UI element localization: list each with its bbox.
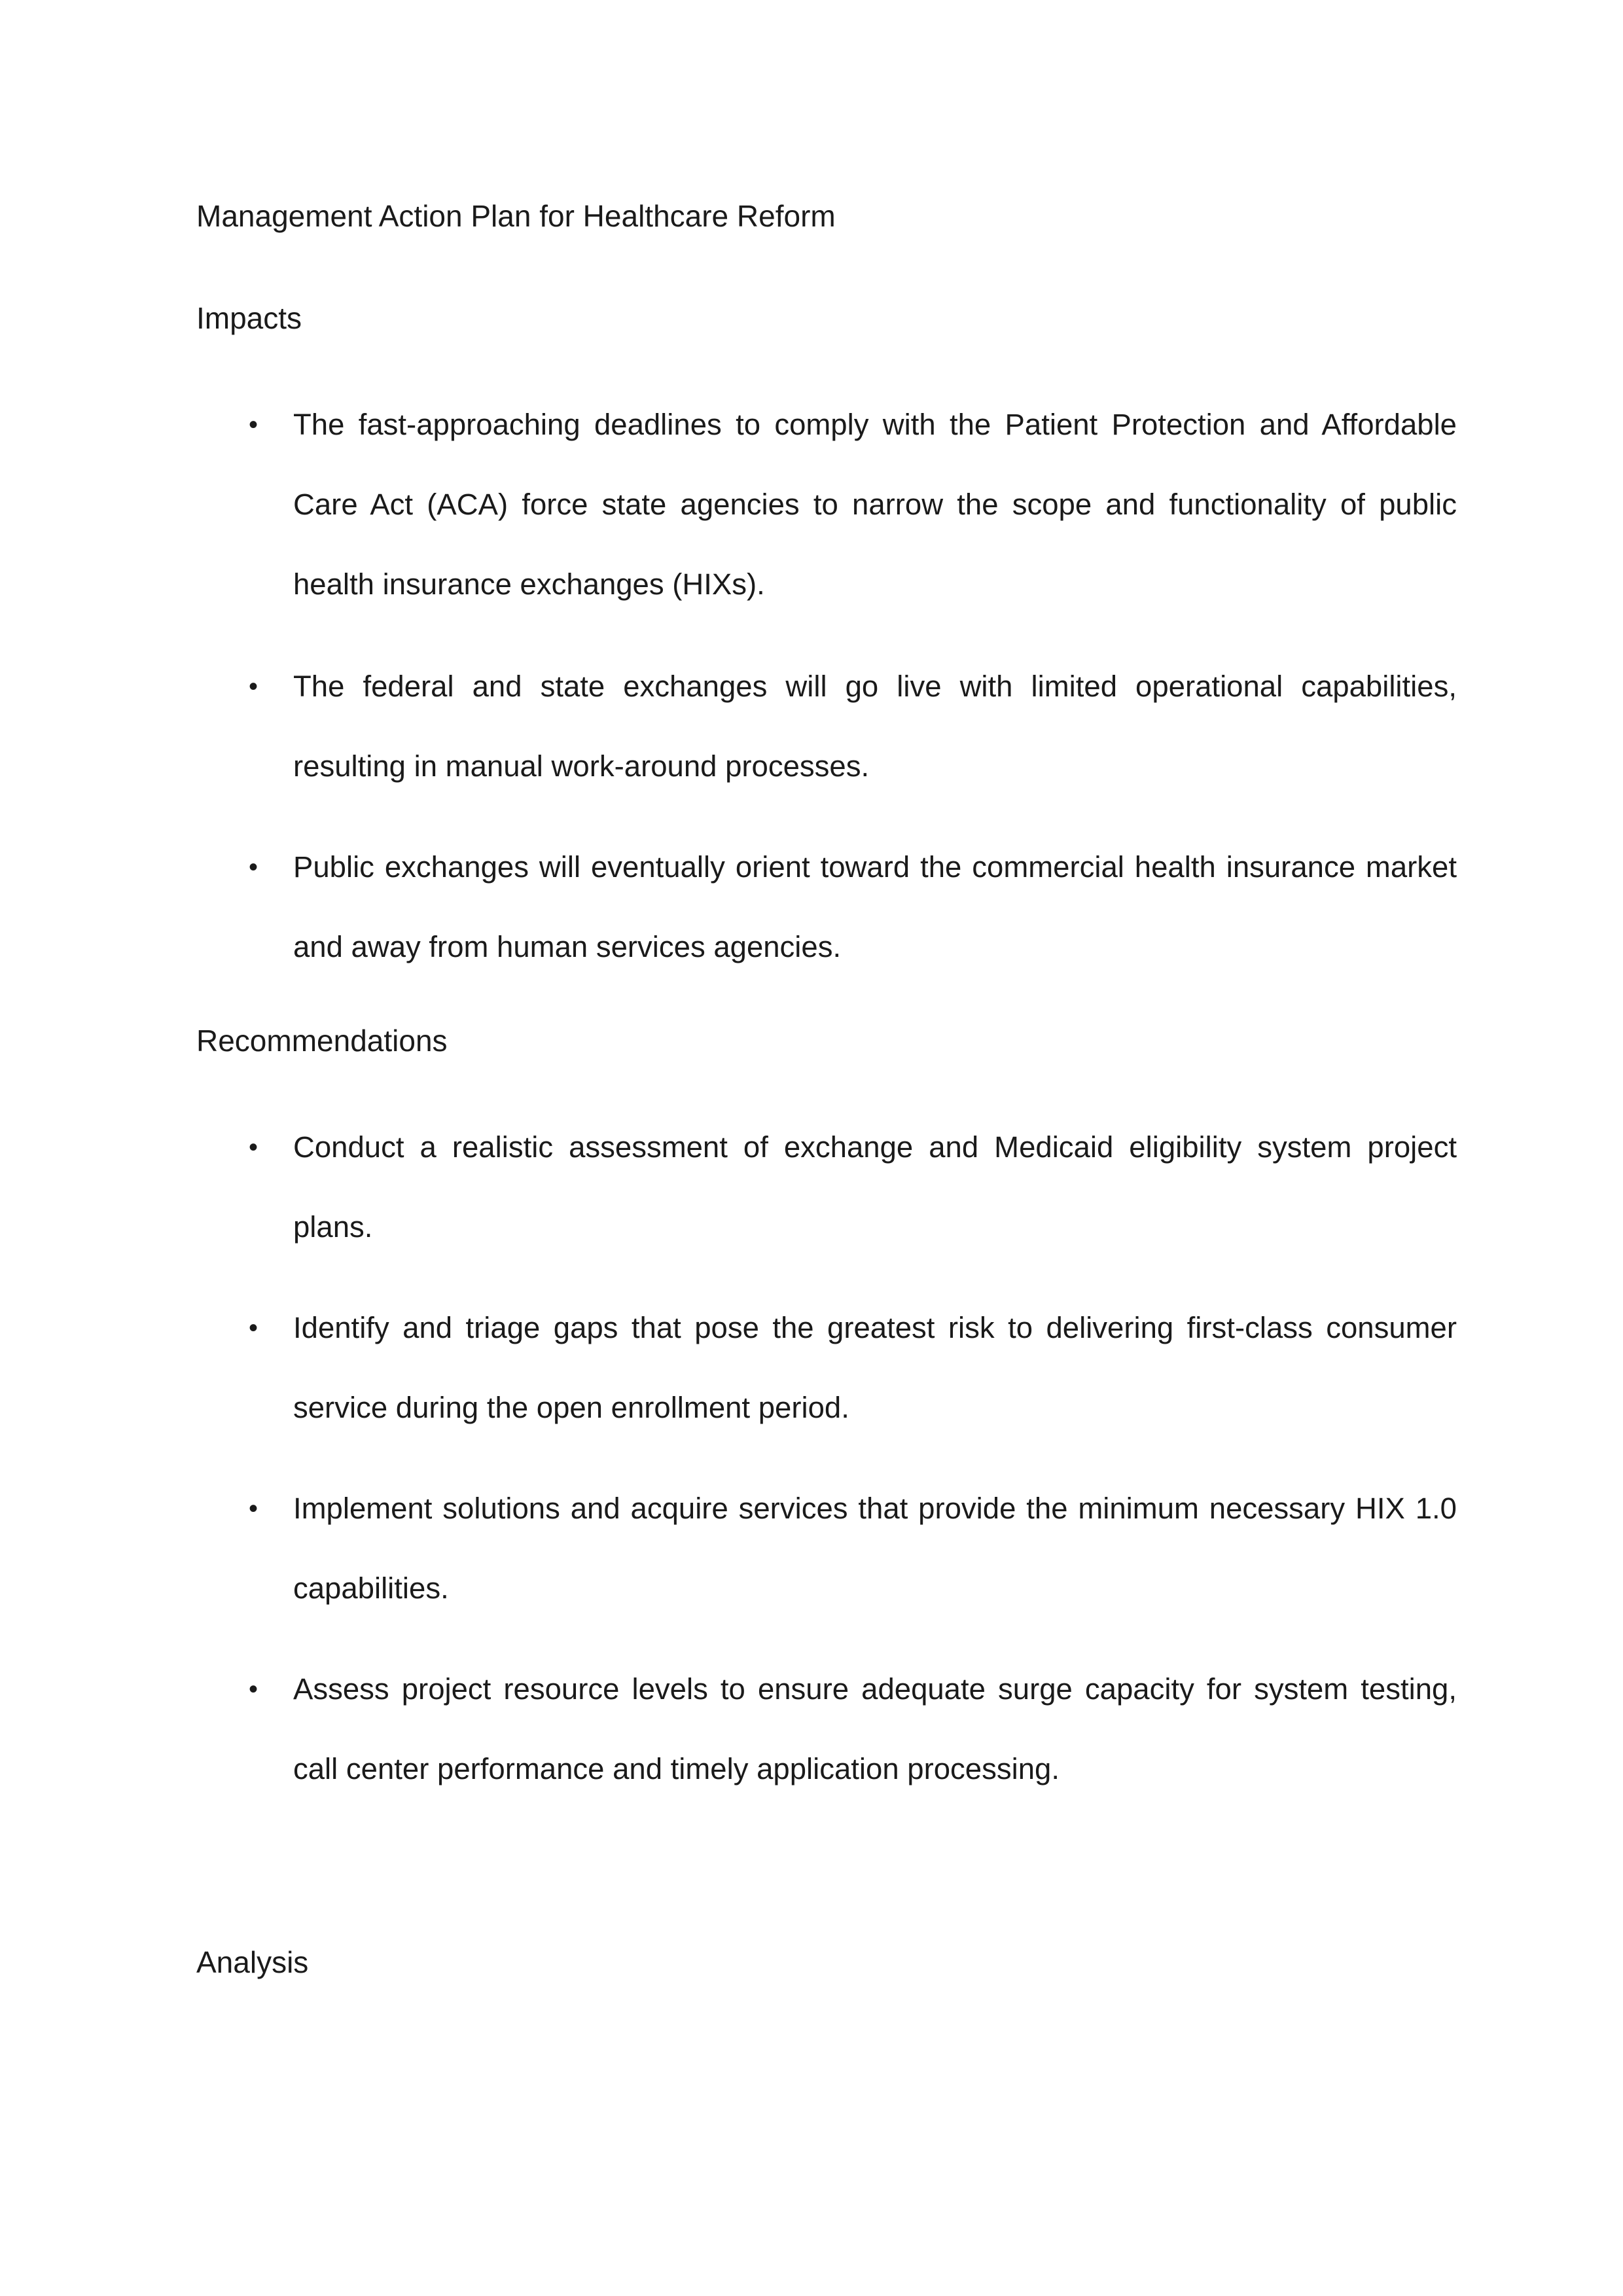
bullet-icon: • xyxy=(249,1494,259,1523)
list-item-text: The federal and state exchanges will go live with limited operational capabilities, resulting in manual work-around processes. xyxy=(293,670,1457,783)
bullet-icon: • xyxy=(249,853,259,882)
section-heading-recommendations: Recommendations xyxy=(196,1024,448,1058)
bullet-icon: • xyxy=(249,672,259,701)
list-item-text: The fast-approaching deadlines to comply with the Patient Protection and Affordable Care Act (ACA) force state agencies to narrow the scope and functionality of public health insurance exchanges (HIXs). xyxy=(293,408,1457,601)
section-heading-analysis: Analysis xyxy=(196,1945,309,1979)
list-item-text: Conduct a realistic assessment of exchange and Medicaid eligibility system project plans. xyxy=(293,1130,1457,1244)
section-heading-impacts: Impacts xyxy=(196,301,302,335)
list-item-text: Implement solutions and acquire services that provide the minimum necessary HIX 1.0 capabilities. xyxy=(293,1492,1457,1605)
document-title: Management Action Plan for Healthcare Reform xyxy=(196,199,836,233)
list-item-text: Public exchanges will eventually orient toward the commercial health insurance market and away from human services agencies. xyxy=(293,850,1457,963)
bullet-icon: • xyxy=(249,1675,259,1704)
bullet-icon: • xyxy=(249,1314,259,1342)
bullet-icon: • xyxy=(249,410,259,439)
list-item-text: Identify and triage gaps that pose the greatest risk to delivering first-class consumer service during the open enrollment period. xyxy=(293,1311,1457,1424)
bullet-icon: • xyxy=(249,1133,259,1162)
list-item-text: Assess project resource levels to ensure adequate surge capacity for system testing, call center performance and timely application processing. xyxy=(293,1672,1457,1785)
